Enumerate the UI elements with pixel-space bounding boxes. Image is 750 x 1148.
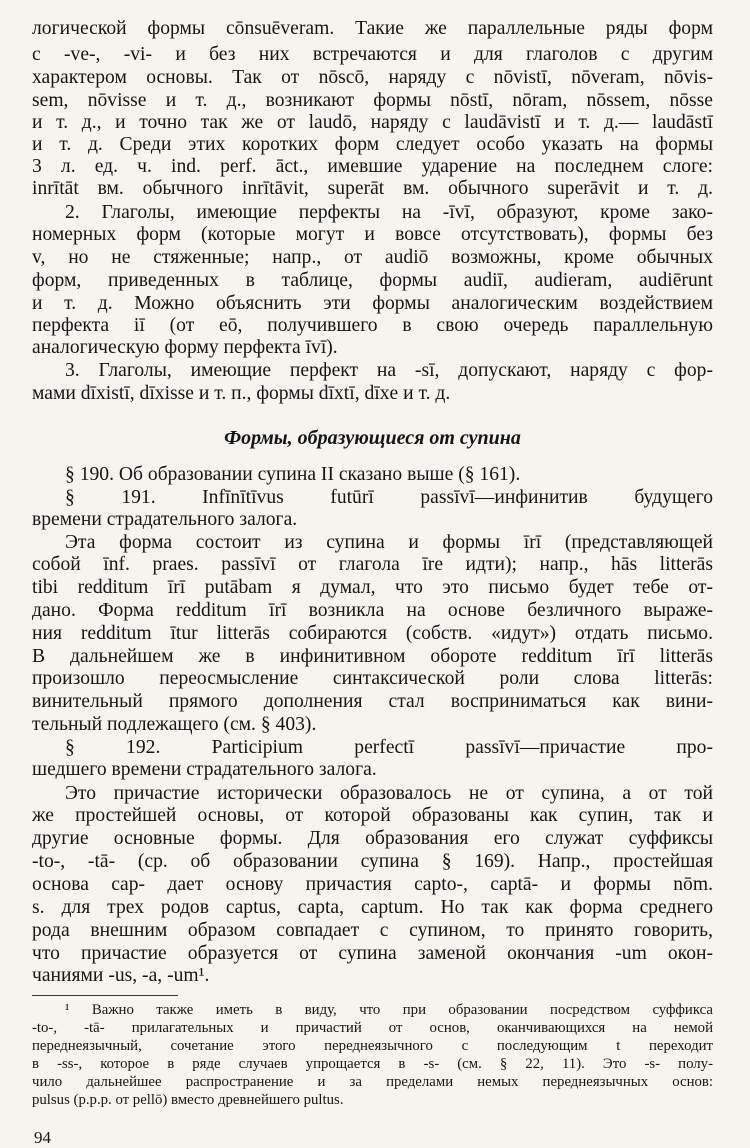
body-line: времени страдательного залога. xyxy=(32,509,298,530)
body-line: чаниями -us, -a, -um¹. xyxy=(32,965,210,986)
body-line: характером основы. Так от nōscō, наряду с nōvistī, nōveram, nōvis- xyxy=(32,67,713,88)
body-line: inrītāt вм. обычного inrītāvit, superāt вм. обычного superāvit и т. д. xyxy=(32,178,713,199)
body-line: Это причастие исторически образовалось не от супина, а от той xyxy=(65,783,713,804)
body-line: что причастие образуется от супина заменой окончания -um окон- xyxy=(32,943,713,964)
section-heading: Формы, образующиеся от супина xyxy=(224,427,521,449)
body-line: рода внешним образом совпадает с супином, то принято говорить, xyxy=(32,920,713,941)
body-line: и т. д. Можно объяснить эти формы аналогическим воздействием xyxy=(32,293,713,314)
body-line: другие основные формы. Для образования его служат суффиксы xyxy=(32,828,713,849)
body-line: шедшего времени страдательного залога. xyxy=(32,759,377,780)
body-line: Эта форма состоит из супина и формы īrī (представляющей xyxy=(65,532,713,553)
body-line: с -ve-, -vi- и без них встречаются и для глаголов с другим xyxy=(32,44,713,65)
body-line: 3 л. ед. ч. ind. perf. āct., имевшие ударение на последнем слоге: xyxy=(32,156,713,177)
paragraph-190: § 190. Об образовании супина II сказано выше (§ 161). xyxy=(65,464,521,485)
body-line: винительный прямого дополнения стал восприниматься как вини- xyxy=(32,691,713,712)
body-line: мами dīxistī, dīxisse и т. п., формы dīxtī, dīxe и т. д. xyxy=(32,383,451,404)
footnote-line: pulsus (p.p.p. от pellō) вместо древнейшего pultus. xyxy=(32,1092,344,1108)
footnote-line: ¹ Важно также иметь в виду, что при образовании посредством суффикса xyxy=(65,1002,713,1018)
body-line: s. для трех родов captus, capta, captum. Но так как форма среднего xyxy=(32,897,713,918)
footnote-line: в -ss-, которое в ряде случаев упрощается в -s- (см. § 22, 11). Это -s- полу- xyxy=(32,1056,713,1072)
body-line: номерных форм (которые могут и вовсе отсутствовать), формы без xyxy=(32,224,713,245)
body-line: дано. Форма redditum īrī возникла на основе безличного выраже- xyxy=(32,600,713,621)
body-line: ния redditum ītur litterās собираются (собств. «идут») отдать письмо. xyxy=(32,623,713,644)
body-line: тельный подлежащего (см. § 403). xyxy=(32,714,317,735)
footnote-line: чило дальнейшее распространение и за пределами немых переднеязычных основ: xyxy=(32,1074,713,1090)
body-line: 3. Глаголы, имеющие перфект на -sī, допускают, наряду с фор- xyxy=(65,360,713,381)
body-line: 2. Глаголы, имеющие перфекты на -īvī, образуют, кроме зако- xyxy=(65,202,713,223)
body-line: и т. д. Среди этих коротких форм следует особо указать на формы xyxy=(32,134,713,155)
footnote-line: -to-, -tā- прилагательных и причастий от основ, оканчивающихся на немой xyxy=(32,1020,713,1036)
body-line: и т. д., и точно так же от laudō, наряду с laudāvistī и т. д.— laudāstī xyxy=(32,112,713,133)
paragraph-191: § 191. Infīnītīvus futūrī passīvī—инфинитив будущего xyxy=(65,487,713,508)
body-line: tibi redditum īrī putābam я думал, что это письмо будет тебе от- xyxy=(32,577,713,598)
page-number: 94 xyxy=(34,1128,51,1147)
body-line: логической формы cōnsuēveram. Такие же параллельные ряды форм xyxy=(32,18,713,39)
body-line: sem, nōvisse и т. д., возникают формы nōstī, nōram, nōssem, nōsse xyxy=(32,90,713,111)
body-line: перфекта iī (от eō, получившего в свою очередь параллельную xyxy=(32,315,713,336)
body-line: v, но не стяженные; напр., от audiō возможны, кроме обычных xyxy=(32,247,713,268)
body-line: же простейшей основы, от которой образованы как супин, так и xyxy=(32,805,713,826)
body-line: собой īnf. praes. passīvī от глагола īre идти); напр., hās litterās xyxy=(32,554,713,575)
body-line: форм, приведенных в таблице, формы audiī, audieram, audiērunt xyxy=(32,270,713,291)
footnote-line: переднеязычный, сочетание этого переднеязычного с последующим t переходит xyxy=(32,1038,713,1054)
footnote-divider xyxy=(32,995,178,996)
body-line: В дальнейшем же в инфинитивном обороте redditum īrī litterās xyxy=(32,646,713,667)
paragraph-192: § 192. Participium perfectī passīvī—причастие про- xyxy=(65,737,713,758)
body-line: аналогическую форму перфекта īvī). xyxy=(32,337,338,358)
body-line: -to-, -tā- (ср. об образовании супина § 169). Напр., простейшая xyxy=(32,851,713,872)
body-line: произошло переосмысление синтаксической роли слова litterās: xyxy=(32,668,713,689)
body-line: основа cap- дает основу причастия capto-, captā- и формы nōm. xyxy=(32,874,713,895)
